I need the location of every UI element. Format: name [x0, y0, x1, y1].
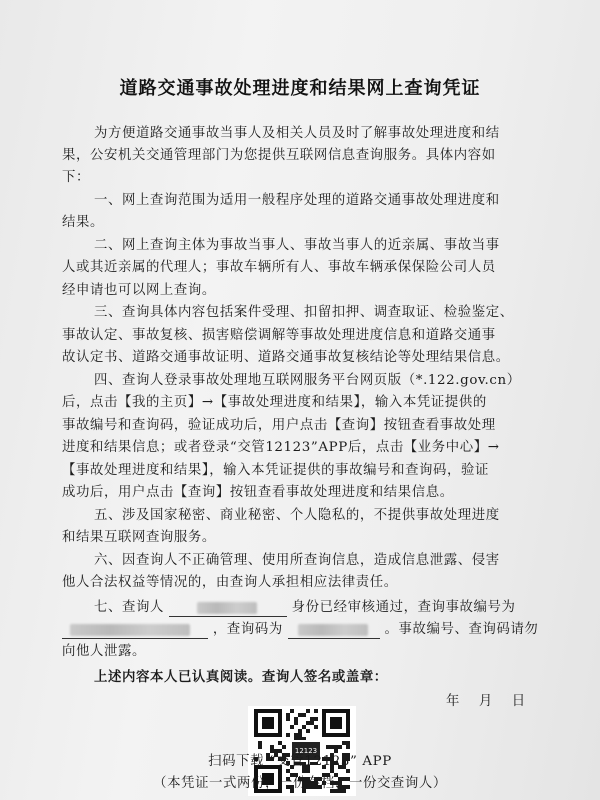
body-line: 二、网上查询主体为事故当事人、事故当事人的近亲属、事故当事 [94, 238, 500, 253]
item7-prefix: 七、查询人 [94, 600, 164, 615]
body-line: 后，点击【我的主页】→【事故处理进度和结果】，输入本凭证提供的 [62, 395, 487, 410]
body-line: 四、查询人登录事故处理地互联网服务平台网页版（*.122.gov.cn） [94, 373, 521, 388]
inquirer-name-blank [169, 602, 287, 617]
body-line: 五、涉及国家秘密、商业秘密、个人隐私的，不提供事故处理进度 [94, 508, 500, 523]
body-line: 下： [62, 170, 90, 185]
body-line: 故认定书、道路交通事故证明、道路交通事故复核结论等处理结果信息。 [62, 350, 510, 365]
body-line: 六、因查询人不正确管理、使用所查询信息，造成信息泄露、侵害 [94, 553, 500, 568]
body-line: 结果。 [62, 215, 104, 230]
body-line: 进度和结果信息；或者登录“交管12123”APP后，点击【业务中心】→ [62, 440, 500, 455]
body-line: 果，公安机关交通管理部门为您提供互联网信息查询服务。具体内容如 [62, 148, 496, 163]
body-line: 【事故处理进度和结果】，输入本凭证提供的事故编号和查询码，验证 [62, 463, 490, 478]
body-line: 人或其近亲属的代理人；事故车辆所有人、事故车辆承保保险公司人员 [62, 260, 496, 275]
body-line: 为方便道路交通事故当事人及相关人员及时了解事故处理进度和结 [94, 126, 500, 141]
body-line: 和结果互联网查询服务。 [62, 530, 216, 545]
footer-note: （本凭证一式两份，一份存档，一份交查询人） [153, 776, 447, 791]
body-line: 事故编号和查询码，验证成功后，用户点击【查询】按钮查看事故处理 [62, 418, 496, 433]
item7-notice: 。事故编号、查询码请勿 [384, 622, 539, 637]
scan-download-text: 扫码下载 “交管12123” APP [208, 754, 392, 769]
redacted-query-code [298, 624, 368, 636]
document-title: 道路交通事故处理进度和结果网上查询凭证 [119, 78, 481, 99]
date-day: 日 [511, 694, 526, 709]
qr-center-logo: 12123 [290, 740, 322, 762]
body-line: 三、查询具体内容包括案件受理、扣留扣押、调查取证、检验鉴定、 [94, 305, 514, 320]
date-month: 月 [478, 694, 493, 709]
query-code-blank [288, 624, 380, 639]
body-line: 事故认定、事故复核、损害赔偿调解等事故处理进度信息和道路交通事 [62, 328, 496, 343]
body-line: 一、网上查询范围为适用一般程序处理的道路交通事故处理进度和 [94, 193, 500, 208]
item7-line2 [62, 618, 582, 639]
declaration: 上述内容本人已认真阅读。查询人签名或盖章： [94, 670, 388, 685]
item7-verified: 身份已经审核通过，查询事故编号为 [291, 600, 516, 615]
item7-line1 [94, 596, 600, 617]
redacted-name [197, 602, 257, 614]
date-year: 年 [446, 694, 460, 709]
body-line: 他人合法权益等情况的，由查询人承担相应法律责任。 [62, 575, 398, 590]
body-line: 成功后，用户点击【查询】按钮查看事故处理进度和结果信息。 [62, 485, 454, 500]
item7-line3: 向他人泄露。 [62, 644, 146, 659]
accident-number-blank [62, 624, 208, 639]
body-line: 经申请也可以网上查询。 [62, 283, 216, 298]
redacted-accident-number [70, 624, 190, 636]
date-row [446, 690, 540, 709]
item7-code-label: ，查询码为 [212, 622, 283, 637]
